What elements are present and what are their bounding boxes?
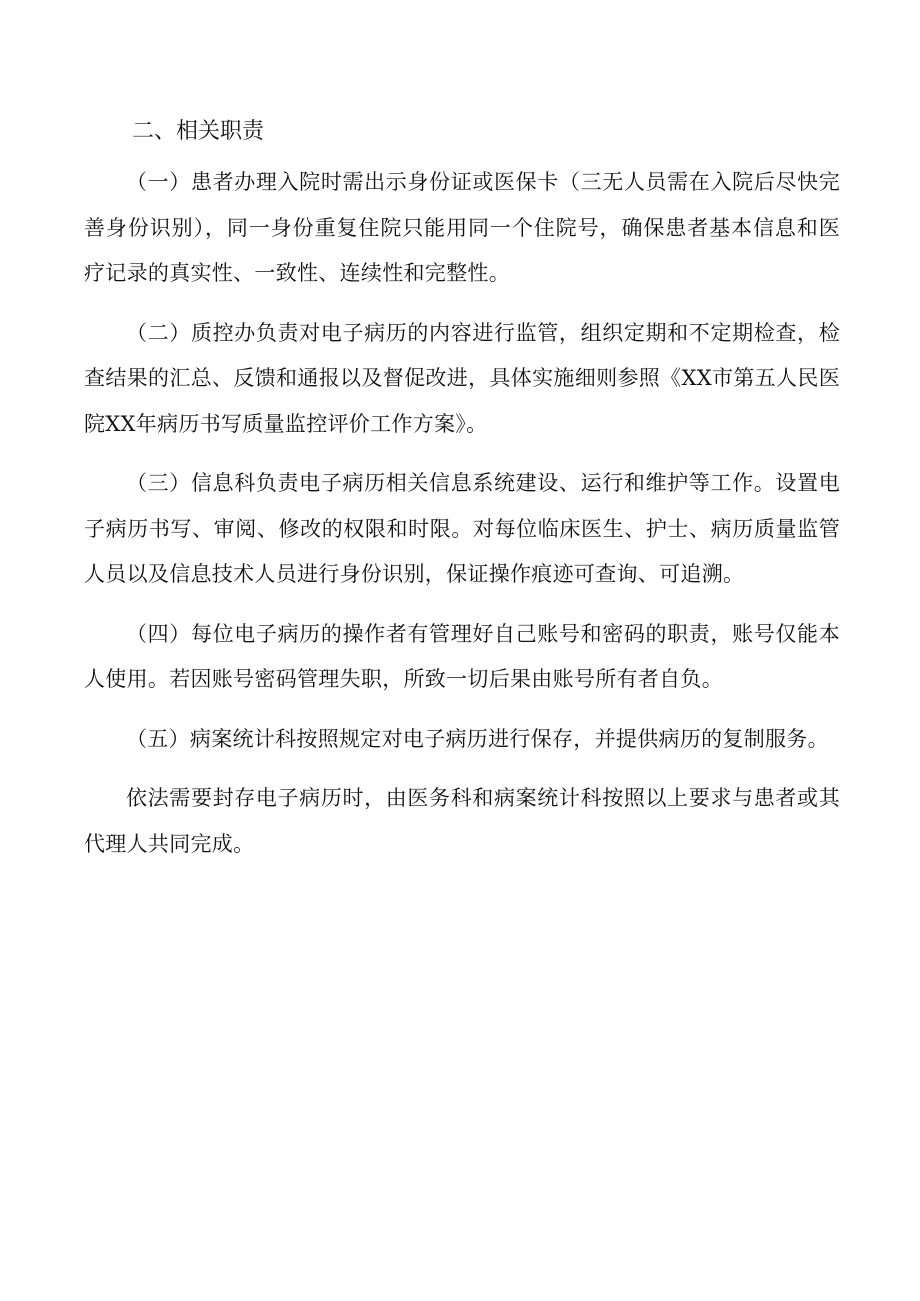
paragraph-5: （五）病案统计科按照规定对电子病历进行保存，并提供病历的复制服务。	[126, 726, 829, 751]
document-body	[84, 160, 840, 881]
paragraph-2: （二）质控办负责对电子病历的内容进行监管，组织定期和不定期检查，检查结果的汇总、反馈和通报以及督促改进，具体实施细则参照《XX市第五人民医院XX年病历书写质量监控评价工作方案》。	[84, 320, 840, 436]
paragraph-1: （一）患者办理入院时需出示身份证或医保卡（三无人员需在入院后尽快完善身份识别），同一身份重复住院只能用同一个住院号，确保患者基本信息和医疗记录的真实性、一致性、连续性和完整性。	[84, 170, 840, 285]
paragraph-4: （四）每位电子病历的操作者有管理好自己账号和密码的职责，账号仅能本人使用。若因账号密码管理失职，所致一切后果由账号所有者自负。	[84, 621, 840, 691]
paragraph-6: 依法需要封存电子病历时，由医务科和病案统计科按照以上要求与患者或其代理人共同完成。	[84, 786, 840, 856]
section-heading: 二、相关职责	[132, 119, 265, 144]
paragraph-3: （三）信息科负责电子病历相关信息系统建设、运行和维护等工作。设置电子病历书写、审阅、修改的权限和时限。对每位临床医生、护士、病历质量监管人员以及信息技术人员进行身份识别，保证操作痕迹可查询、可追溯。	[84, 471, 840, 586]
